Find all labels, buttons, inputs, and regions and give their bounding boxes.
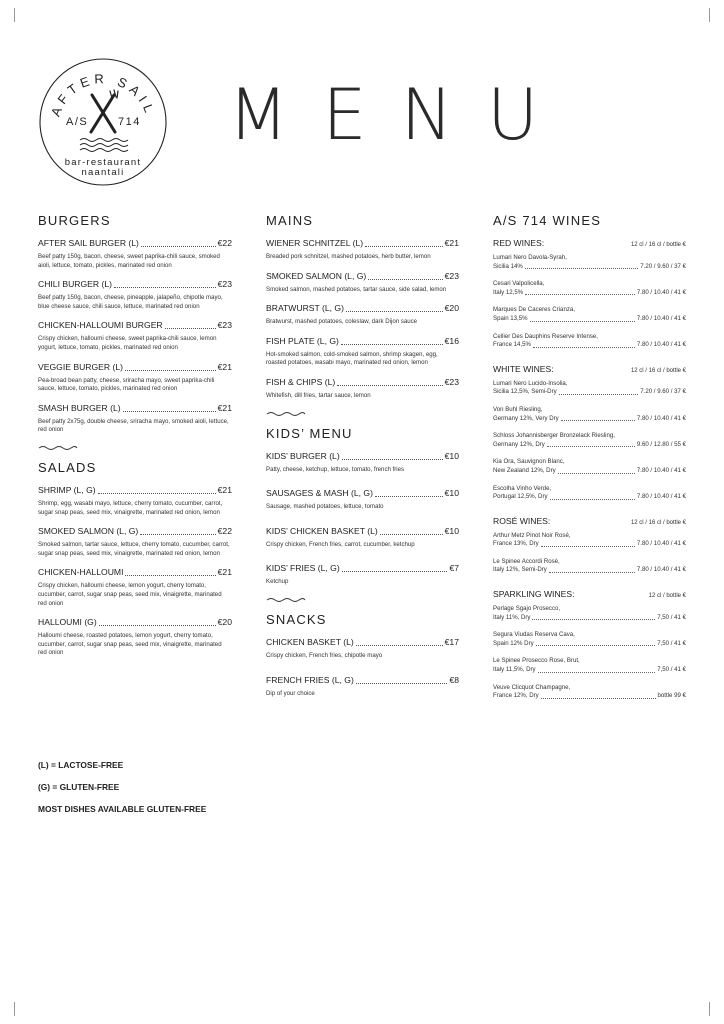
wine-price: 7.20 / 9.60 / 37 € xyxy=(640,262,686,270)
dot-leader xyxy=(123,411,216,412)
item-description: Pea-broad bean patty, cheese, sriracha mayo, sweet paprika-chili sauce, lettuce, tomato, pickles, marinated red onion xyxy=(38,376,215,393)
wine-price: 7.80 / 10.40 / 41 € xyxy=(636,540,686,548)
wine-origin: Portugal 12,5%, Dry xyxy=(493,493,548,501)
dot-leader xyxy=(538,672,656,673)
dot-leader xyxy=(550,499,635,500)
wine-name: Cellier Des Dauphins Reserve Intense, xyxy=(493,332,598,340)
menu-item xyxy=(266,303,459,327)
logo-left-text: A/S xyxy=(66,116,89,128)
dot-leader xyxy=(356,683,448,684)
wine-item xyxy=(493,485,686,502)
item-name: SAUSAGES & MASH (L, G) xyxy=(266,488,373,499)
dietary-legend xyxy=(38,760,206,826)
menu-item xyxy=(266,488,459,512)
page-title: MENU xyxy=(228,74,573,156)
item-name: KIDS’ BURGER (L) xyxy=(266,450,340,461)
kids-list xyxy=(266,451,459,587)
wine-item xyxy=(493,306,686,323)
wine-name: Lumari Nero Davola-Syrah, xyxy=(493,254,567,261)
wine-item xyxy=(493,684,686,701)
wine-item xyxy=(493,532,686,549)
item-description: Halloumi cheese, roasted potatoes, lemon yogurt, cherry tomato, cucumber, carrot, sugar snap peas, seed mix, vinaigrette, marinated red onion xyxy=(38,632,222,657)
dot-leader xyxy=(356,645,443,646)
item-description: Patty, cheese, ketchup, lettuce, tomato, french fries xyxy=(266,465,405,473)
wine-origin: France 14,5% xyxy=(493,341,531,349)
wine-name: Lumari Nero Lucido-Insolia, xyxy=(493,379,568,387)
wave-divider-icon xyxy=(266,410,306,418)
wine-item xyxy=(493,254,686,271)
legend-gluten-note: MOST DISHES AVAILABLE GLUTEN-FREE xyxy=(38,804,207,814)
wine-price: 7.80 / 10.40 / 41 € xyxy=(636,493,686,501)
wine-price: 7,50 / 41 € xyxy=(657,666,686,674)
wine-price: 7.80 / 10.40 / 41 € xyxy=(636,566,686,574)
item-name: CHILI BURGER (L) xyxy=(38,279,113,290)
wave-divider-icon xyxy=(38,444,78,452)
wine-size-header: 12 cl / bottle € xyxy=(648,593,686,600)
wine-origin: France 13%, Dry xyxy=(493,540,539,548)
wine-name: Le Spinee Prosecco Rose, Brut, xyxy=(493,657,580,665)
wine-origin: Spain 13,5% xyxy=(493,314,528,322)
logo-line1: bar-restaurant xyxy=(64,157,142,168)
item-price: €23 xyxy=(217,279,232,290)
dot-leader xyxy=(380,534,443,535)
item-description: Bratwurst, mashed potatoes, coleslaw, dark Dijon sauce xyxy=(266,318,418,326)
item-description: Smoked salmon, tartar sauce, lettuce, cherry tomato, cucumber, carrot, sugar snap peas, seed mix, vinaigrette, marinated red onion, lemon xyxy=(38,541,230,557)
wine-item xyxy=(493,380,686,397)
wine-name: Marques De Caceres Crianza, xyxy=(493,306,575,314)
item-price: €10 xyxy=(444,525,459,536)
wine-price: 7.80 / 10.40 / 41 € xyxy=(636,466,686,474)
dot-leader xyxy=(536,645,656,646)
section-title-salads: SALADS xyxy=(38,459,97,475)
menu-item xyxy=(38,403,232,435)
dot-leader xyxy=(98,493,216,494)
menu-item xyxy=(38,526,232,558)
wine-origin: Germany 12%, Dry xyxy=(493,440,545,448)
dot-leader xyxy=(346,311,443,312)
item-name: FISH & CHIPS (L) xyxy=(266,376,336,387)
dot-leader xyxy=(337,385,442,386)
crop-mark xyxy=(709,8,710,22)
menu-item xyxy=(38,279,232,311)
wine-group-title: RED WINES: xyxy=(493,238,545,248)
item-name: CHICKEN-HALLOUMI BURGER xyxy=(38,320,163,331)
wine-size-header: 12 cl / 16 cl / bottle € xyxy=(630,242,686,248)
item-description: Crispy chicken, French fries, carrot, cucumber, ketchup xyxy=(266,540,415,548)
dot-leader xyxy=(341,344,443,345)
item-name: VEGGIE BURGER (L) xyxy=(38,361,123,372)
wine-name: Veuve Clicquot Champagne, xyxy=(493,683,571,691)
section-title-snacks: SNACKS xyxy=(266,611,327,627)
item-price: €21 xyxy=(217,402,232,413)
item-price: €22 xyxy=(217,238,232,248)
item-name: FRENCH FRIES (L, G) xyxy=(266,674,354,685)
section-title-burgers: BURGERS xyxy=(38,213,111,228)
menu-item xyxy=(38,238,232,270)
crop-mark xyxy=(14,1002,15,1016)
item-description: Whitefish, dill fries, tartar sauce, lemon xyxy=(266,391,371,399)
menu-item xyxy=(38,485,232,517)
menu-item xyxy=(266,238,459,262)
item-price: €21 xyxy=(217,361,232,372)
wine-price: 7.20 / 9.60 / 37 € xyxy=(640,388,686,396)
wine-group-rose xyxy=(493,516,686,575)
dot-leader xyxy=(125,575,215,576)
item-description: Ketchup xyxy=(266,578,289,586)
item-price: €8 xyxy=(449,674,459,685)
column-left xyxy=(38,213,232,667)
menu-item xyxy=(38,617,232,658)
wine-name: Le Spinee Accordi Rosé, xyxy=(493,557,560,565)
section-title-wines: A/S 714 WINES xyxy=(493,213,602,228)
item-description: Sausage, mashed potatoes, lettuce, tomato xyxy=(266,503,384,511)
snacks-list xyxy=(266,637,459,698)
item-price: €23 xyxy=(444,270,459,281)
wine-name: Segura Viudas Reserva Cava, xyxy=(493,631,575,639)
mains-list xyxy=(266,238,459,401)
item-name: CHICKEN BASKET (L) xyxy=(266,636,354,647)
item-description: Beef patty 2x75g, double cheese, sriracha mayo, smoked aioli, lettuce, red onion xyxy=(38,417,229,434)
item-name: FISH PLATE (L, G) xyxy=(266,335,339,346)
item-price: €10 xyxy=(444,450,459,461)
wine-name: Kia Ora, Sauvignon Blanc, xyxy=(493,458,565,466)
dot-leader xyxy=(559,394,639,395)
wine-name: Von Buhl Riesling, xyxy=(493,405,543,413)
item-description: Crispy chicken, halloumi cheese, sweet paprika-chili sauce, lemon yogurt, lettuce, tomato, pickles, marinated red onion xyxy=(38,335,217,351)
wine-origin: Sicilia 14% xyxy=(493,262,523,270)
item-price: €17 xyxy=(444,636,459,647)
dot-leader xyxy=(342,459,443,460)
dot-leader xyxy=(114,287,216,288)
dot-leader xyxy=(368,279,442,280)
item-price: €22 xyxy=(217,526,232,537)
section-title-kids-menu: KIDS’ MENU xyxy=(266,425,353,441)
wine-item xyxy=(493,458,686,475)
menu-item xyxy=(266,377,459,401)
crossed-cutlery-icon xyxy=(91,90,118,132)
item-name: BRATWURST (L, G) xyxy=(266,303,344,314)
wine-group-title: SPARKLING WINES: xyxy=(493,589,575,600)
item-name: WIENER SCHNITZEL (L) xyxy=(266,238,364,248)
dot-leader xyxy=(549,572,635,573)
dot-leader xyxy=(547,446,635,447)
dot-leader xyxy=(532,619,655,620)
wine-item xyxy=(493,432,686,449)
dot-leader xyxy=(165,328,216,329)
wine-item xyxy=(493,558,686,575)
item-price: €23 xyxy=(217,320,232,331)
legend-gluten-free: (G) = GLUTEN-FREE xyxy=(38,782,120,792)
dot-leader xyxy=(525,294,635,295)
item-name: AFTER SAIL BURGER (L) xyxy=(38,238,139,248)
wine-group-red xyxy=(493,238,686,350)
wine-origin: Italy 11%, Dry xyxy=(493,613,531,621)
wine-name: Cesari Valpolicella, xyxy=(493,280,545,288)
item-price: €23 xyxy=(444,376,459,387)
wine-size-header: 12 cl / 16 cl / bottle € xyxy=(630,519,686,526)
wine-price: 7.80 / 10.40 / 41 € xyxy=(636,288,686,296)
item-name: SMOKED SALMON (L, G) xyxy=(266,270,367,281)
wine-origin: Spain 12% Dry xyxy=(493,639,534,647)
dot-leader xyxy=(541,698,656,699)
dot-leader xyxy=(541,546,635,547)
item-name: KIDS’ FRIES (L, G) xyxy=(266,563,340,574)
wine-price: 7.80 / 10.40 / 41 € xyxy=(636,314,686,322)
wine-origin: Sicilia 12,5%, Semi-Dry xyxy=(493,388,557,396)
item-price: €21 xyxy=(444,238,459,248)
item-description: Hot-smoked salmon, cold-smoked salmon, shrimp skagen, egg, roasted potatoes, wasabi mayo, marinated red onion, lemon xyxy=(266,350,438,367)
dot-leader xyxy=(530,321,635,322)
dot-leader xyxy=(99,625,216,626)
dot-leader xyxy=(125,370,216,371)
menu-item xyxy=(266,563,459,587)
logo-line2: naantali xyxy=(81,167,125,178)
item-price: €16 xyxy=(444,335,459,346)
item-name: SHRIMP (L, G) xyxy=(38,484,96,495)
wine-size-header: 12 cl / 16 cl / bottle € xyxy=(630,367,686,374)
dot-leader xyxy=(525,268,638,269)
menu-item xyxy=(266,526,459,550)
item-price: €20 xyxy=(217,617,232,628)
menu-item xyxy=(38,567,232,608)
menu-item xyxy=(266,637,459,661)
wine-group-white xyxy=(493,364,686,502)
wine-price: bottle 99 € xyxy=(657,692,686,700)
dot-leader xyxy=(558,473,635,474)
menu-item xyxy=(38,362,232,394)
dot-leader xyxy=(141,246,216,247)
item-description: Beef patty 150g, bacon, cheese, pineapple, jalapeño, chipotle mayo, blue cheese sauce, chili sauce, lettuce, marinated red onion xyxy=(38,294,223,310)
wine-item xyxy=(493,657,686,674)
wine-origin: Italy 12%, Semi-Dry xyxy=(493,566,547,574)
item-name: SMOKED SALMON (L, G) xyxy=(38,526,139,537)
item-description: Smoked salmon, mashed potatoes, tartar sauce, side salad, lemon xyxy=(266,285,447,293)
item-price: €10 xyxy=(444,488,459,499)
item-description: Crispy chicken, halloumi cheese, lemon yogurt, cherry tomato, cucumber, carrot, sugar snap peas, seed mix, vinaigrette, marinated red onion xyxy=(38,582,222,607)
dot-leader xyxy=(375,496,443,497)
wine-price: 9.60 / 12.80 / 55 € xyxy=(636,440,686,448)
item-description: Crispy chicken, French fries, chipotle mayo xyxy=(266,651,383,659)
waves-icon xyxy=(80,139,128,152)
item-name: HALLOUMI (G) xyxy=(38,617,97,628)
item-price: €7 xyxy=(449,563,459,574)
wine-name: Arthur Metz Pinot Noir Rosé, xyxy=(493,531,571,539)
wine-price: 7,50 / 41 € xyxy=(657,639,686,647)
item-price: €21 xyxy=(217,484,232,495)
wine-group-title: WHITE WINES: xyxy=(493,363,554,374)
dot-leader xyxy=(533,347,635,348)
item-name: KIDS’ CHICKEN BASKET (L) xyxy=(266,525,378,536)
menu-item xyxy=(266,451,459,475)
dot-leader xyxy=(561,420,635,421)
dot-leader xyxy=(365,246,443,247)
dot-leader xyxy=(342,571,448,572)
column-right xyxy=(493,213,686,715)
wine-item xyxy=(493,605,686,622)
item-name: CHICKEN-HALLOUMI xyxy=(38,567,124,578)
logo-right-text: 714 xyxy=(118,116,141,128)
menu-item xyxy=(266,336,459,368)
menu-item xyxy=(38,320,232,352)
wine-group-sparkling xyxy=(493,589,686,701)
wine-origin: France 12%, Dry xyxy=(493,692,539,700)
wine-price: 7,50 / 41 € xyxy=(657,613,686,621)
wine-item xyxy=(493,333,686,350)
wine-name: Perlage Sgajo Prosecco, xyxy=(493,605,561,613)
wine-item xyxy=(493,406,686,423)
dot-leader xyxy=(140,534,215,535)
salad-list xyxy=(38,485,232,658)
item-price: €20 xyxy=(444,303,459,314)
item-description: Dip of your choice xyxy=(266,689,315,697)
wine-name: Schloss Johannisberger Bronzelack Riesling, xyxy=(493,432,615,440)
item-price: €21 xyxy=(217,567,232,578)
wine-price: 7.80 / 10.40 / 41 € xyxy=(636,341,686,349)
restaurant-logo xyxy=(38,57,168,187)
burger-list xyxy=(38,238,232,435)
legend-lactose-free: (L) = LACTOSE-FREE xyxy=(38,760,124,770)
wine-origin: Italy 12,5% xyxy=(493,288,524,296)
wine-origin: Italy 11,5%, Dry xyxy=(493,666,536,674)
wine-name: Escolha Vinho Verde, xyxy=(493,484,552,492)
wine-origin: Germany 12%, Very Dry xyxy=(493,414,559,422)
wine-item xyxy=(493,631,686,648)
section-title-mains: MAINS xyxy=(266,213,314,228)
menu-item xyxy=(266,675,459,699)
logo-arc-text: AFTER SAIL xyxy=(47,71,159,119)
item-description: Breaded pork schnitzel, mashed potatoes, herb butter, lemon xyxy=(266,253,431,260)
item-name: SMASH BURGER (L) xyxy=(38,402,121,413)
item-description: Beef patty 150g, bacon, cheese, sweet paprika-chili sauce, smoked aioli, lettuce, tomato, pickles, marinated red onion xyxy=(38,253,220,269)
item-description: Shrimp, egg, wasabi mayo, lettuce, cherry tomato, cucumber, carrot, sugar snap peas, seed mix, vinaigrette, marinated red onion, lemon xyxy=(38,499,223,516)
wine-price: 7.80 / 10.40 / 41 € xyxy=(636,414,686,422)
wine-origin: New Zealand 12%, Dry xyxy=(493,466,556,474)
crop-mark xyxy=(709,1002,710,1016)
crop-mark xyxy=(14,8,15,22)
wine-group-title: ROSÉ WINES: xyxy=(493,515,551,526)
menu-item xyxy=(266,271,459,295)
wine-item xyxy=(493,280,686,297)
column-middle xyxy=(266,213,459,707)
wave-divider-icon xyxy=(266,596,306,604)
